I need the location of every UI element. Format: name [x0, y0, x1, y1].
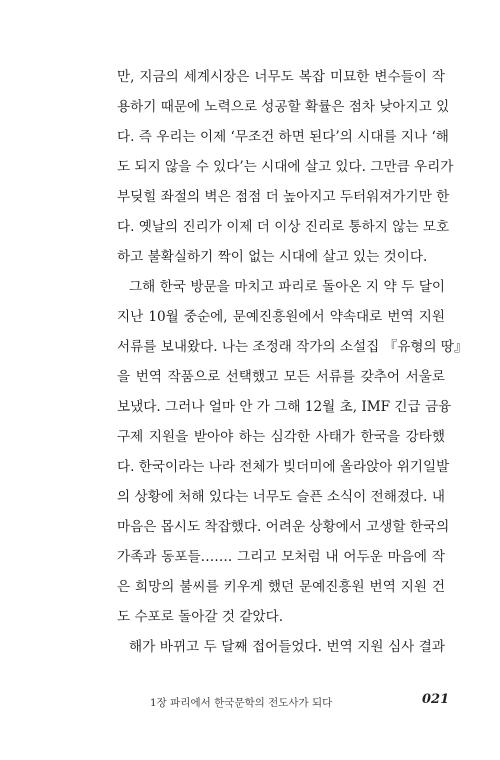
text-line: 다. 즉 우리는 이제 ‘무조건 하면 된다’의 시대를 지나 ‘해 — [117, 129, 449, 145]
text-line: 그해 한국 방문을 마치고 파리로 돌아온 지 약 두 달이 — [129, 279, 445, 295]
text-line: 도 수포로 돌아갈 것 같았다. — [117, 609, 284, 625]
text-line: 의 상황에 처해 있다는 너무도 슬픈 소식이 전해졌다. 내 — [117, 489, 445, 505]
text-line: 마음은 몹시도 착잡했다. 어려운 상황에서 고생할 한국의 — [117, 519, 450, 535]
text-line: 은 희망의 불씨를 키우게 했던 문예진흥원 번역 지원 건 — [117, 579, 445, 595]
text-line: 만, 지금의 세계시장은 너무도 복잡 미묘한 변수들이 작 — [117, 69, 445, 85]
text-line: 다. 옛날의 진리가 이제 더 이상 진리로 통하지 않는 모호 — [117, 219, 450, 235]
text-line: 을 번역 작품으로 선택했고 모든 서류를 갖추어 서울로 — [117, 369, 445, 385]
running-footer-chapter: 1장 파리에서 한국문학의 전도사가 되다 — [150, 697, 333, 709]
text-line: 부딪힐 좌절의 벽은 점점 더 높아지고 두터워져가기만 한 — [117, 189, 450, 205]
text-line: 구제 지원을 받아야 하는 심각한 사태가 한국을 강타했 — [117, 429, 445, 445]
text-line: 가족과 동포들……. 그리고 모처럼 내 어두운 마음에 작 — [117, 549, 445, 565]
page-number: 021 — [422, 692, 450, 707]
text-line: 도 되지 않을 수 있다’는 시대에 살고 있다. 그만큼 우리가 — [117, 159, 454, 175]
text-line: 보냈다. 그러나 얼마 안 가 그해 12월 초, IMF 긴급 금융 — [117, 399, 452, 415]
text-line: 다. 한국이라는 나라 전체가 빚더미에 올라앉아 위기일발 — [117, 459, 450, 475]
text-line: 지난 10월 중순에, 문예진흥원에서 약속대로 번역 지원 — [117, 309, 445, 325]
text-line: 하고 불확실하기 짝이 없는 시대에 살고 있는 것이다. — [117, 249, 428, 265]
text-line: 해가 바뀌고 두 달째 접어들었다. 번역 지원 심사 결과 — [129, 639, 445, 655]
text-line: 용하기 때문에 노력으로 성공할 확률은 점차 낮아지고 있 — [117, 99, 450, 115]
text-line: 서류를 보내왔다. 나는 조정래 작가의 소설집 『유형의 땅』 — [117, 339, 468, 355]
